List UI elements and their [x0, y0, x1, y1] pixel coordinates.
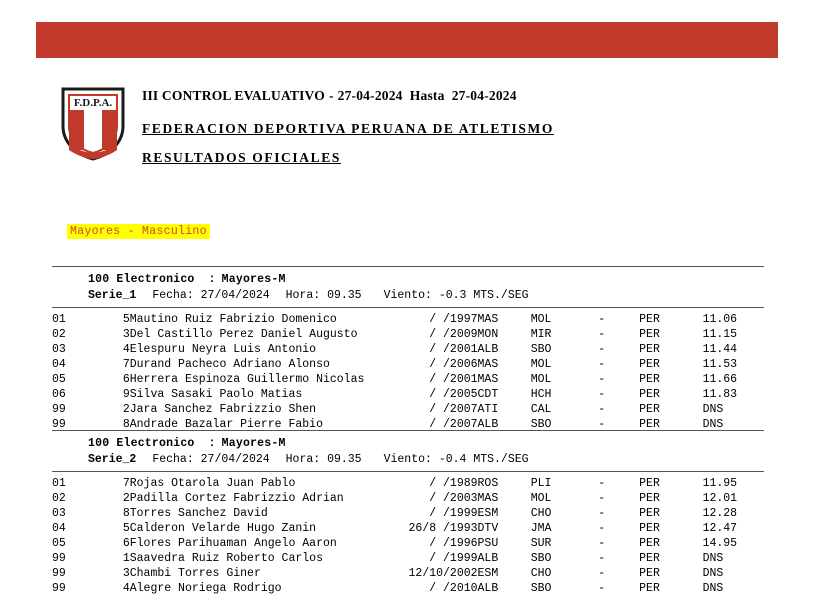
table-row: [52, 476, 764, 491]
row-club-code: CDT: [477, 388, 499, 401]
row-position: 02: [52, 328, 66, 341]
row-position: 99: [52, 567, 66, 580]
row-club-code: MAS: [477, 373, 499, 386]
row-mark: 12.01: [702, 492, 738, 505]
hora-label: Hora:: [285, 289, 321, 302]
row-mark: 11.15: [702, 328, 738, 341]
row-athlete-name: Andrade Bazalar Pierre Fabio: [129, 418, 323, 431]
row-district-code: SBO: [530, 343, 552, 356]
table-row: [52, 566, 764, 581]
title-dash: -: [328, 88, 334, 103]
row-birthdate: / /2003: [429, 492, 478, 505]
row-dash: -: [598, 492, 606, 505]
row-country: PER: [639, 477, 660, 490]
row-district-code: MOL: [530, 358, 552, 371]
results-table-2: [52, 476, 764, 596]
row-club-code: ALB: [477, 552, 499, 565]
event-rule-bottom: [52, 307, 764, 308]
row-birthdate: / /2007: [429, 418, 478, 431]
row-position: 05: [52, 537, 66, 550]
row-club-code: PSU: [477, 537, 499, 550]
event-rule-bottom: [52, 471, 764, 472]
row-district-code: CHO: [530, 507, 552, 520]
row-district-code: CAL: [530, 403, 552, 416]
table-row: [52, 342, 764, 357]
fecha-value: 27/04/2024: [200, 453, 270, 466]
row-country: PER: [639, 492, 660, 505]
table-row: [52, 521, 764, 536]
serie-name: Serie_2: [88, 453, 137, 466]
date-to: 27-04-2024: [451, 88, 517, 103]
row-dash: -: [598, 507, 606, 520]
serie-info: [52, 452, 764, 471]
row-athlete-name: Jara Sanchez Fabrizzio Shen: [129, 403, 317, 416]
row-birthdate: / /1989: [429, 477, 478, 490]
row-club-code: MAS: [477, 358, 499, 371]
row-mark: 11.95: [702, 477, 738, 490]
row-club-code: MAS: [477, 492, 499, 505]
row-athlete-name: Herrera Espinoza Guillermo Nicolas: [129, 373, 365, 386]
row-birthdate: 12/10/2002: [408, 567, 478, 580]
row-district-code: CHO: [530, 567, 552, 580]
event-name: 100 Electronico: [88, 273, 195, 286]
row-dorsal: 3: [122, 567, 130, 580]
row-position: 99: [52, 418, 66, 431]
row-mark: DNS: [702, 552, 724, 565]
row-country: PER: [639, 582, 660, 595]
row-position: 05: [52, 373, 66, 386]
row-dash: -: [598, 418, 606, 431]
row-mark: 14.95: [702, 537, 738, 550]
row-position: 04: [52, 358, 66, 371]
row-athlete-name: Silva Sasaki Paolo Matias: [129, 388, 303, 401]
row-athlete-name: Mautino Ruiz Fabrizio Domenico: [129, 313, 337, 326]
row-athlete-name: Saavedra Ruiz Roberto Carlos: [129, 552, 323, 565]
row-district-code: SBO: [530, 418, 552, 431]
row-mark: 11.53: [702, 358, 738, 371]
federation-name: FEDERACION DEPORTIVA PERUANA DE ATLETISMO: [142, 121, 554, 136]
row-birthdate: / /2005: [429, 388, 478, 401]
table-row: [52, 581, 764, 596]
date-from: 27-04-2024: [337, 88, 403, 103]
table-row: [52, 506, 764, 521]
row-dash: -: [598, 328, 606, 341]
hora-value: 09.35: [327, 453, 362, 466]
serie-name: Serie_1: [88, 289, 137, 302]
row-club-code: ALB: [477, 582, 499, 595]
event-category: Mayores-M: [221, 273, 286, 286]
results-table-1: [52, 312, 764, 432]
row-club-code: ESM: [477, 567, 499, 580]
row-country: PER: [639, 313, 660, 326]
row-district-code: MOL: [530, 313, 552, 326]
row-district-code: JMA: [530, 522, 552, 535]
serie-info: [52, 288, 764, 307]
event-colon: :: [208, 437, 216, 450]
row-position: 04: [52, 522, 66, 535]
row-dorsal: 3: [122, 328, 130, 341]
row-position: 02: [52, 492, 66, 505]
row-country: PER: [639, 522, 660, 535]
row-dorsal: 8: [122, 507, 130, 520]
row-district-code: SBO: [530, 582, 552, 595]
row-club-code: MAS: [477, 313, 499, 326]
row-dorsal: 7: [122, 477, 130, 490]
row-position: 01: [52, 477, 66, 490]
row-district-code: SUR: [530, 537, 552, 550]
row-mark: 11.66: [702, 373, 738, 386]
row-dash: -: [598, 373, 606, 386]
row-district-code: MIR: [530, 328, 552, 341]
row-birthdate: / /2001: [429, 373, 478, 386]
row-birthdate: / /2006: [429, 358, 478, 371]
fecha-label: Fecha:: [152, 289, 194, 302]
row-dorsal: 6: [122, 537, 130, 550]
row-country: PER: [639, 343, 660, 356]
row-dorsal: 2: [122, 492, 130, 505]
row-birthdate: / /1999: [429, 552, 478, 565]
row-country: PER: [639, 507, 660, 520]
hasta-label: Hasta: [409, 88, 445, 103]
results-label: RESULTADOS OFICIALES: [142, 150, 341, 165]
table-row: [52, 312, 764, 327]
row-country: PER: [639, 552, 660, 565]
row-position: 01: [52, 313, 66, 326]
row-country: PER: [639, 373, 660, 386]
row-district-code: MOL: [530, 373, 552, 386]
fdpa-logo: [60, 86, 126, 162]
row-district-code: SBO: [530, 552, 552, 565]
fecha-value: 27/04/2024: [200, 289, 270, 302]
hora-value: 09.35: [327, 289, 362, 302]
document-header: [142, 88, 762, 167]
row-dorsal: 4: [122, 343, 130, 356]
row-club-code: ROS: [477, 477, 499, 490]
event-name: 100 Electronico: [88, 437, 195, 450]
viento-label: Viento:: [383, 453, 432, 466]
row-dorsal: 1: [122, 552, 130, 565]
row-dash: -: [598, 582, 606, 595]
row-position: 03: [52, 507, 66, 520]
row-dash: -: [598, 522, 606, 535]
viento-value: -0.3 MTS./SEG: [438, 289, 529, 302]
row-position: 99: [52, 582, 66, 595]
category-banner: Mayores - Masculino: [67, 224, 210, 239]
row-athlete-name: Del Castillo Perez Daniel Augusto: [129, 328, 358, 341]
row-country: PER: [639, 328, 660, 341]
row-dash: -: [598, 567, 606, 580]
row-club-code: MON: [477, 328, 499, 341]
table-row: [52, 491, 764, 506]
event-heading: [52, 267, 764, 288]
row-position: 06: [52, 388, 66, 401]
row-birthdate: / /1996: [429, 537, 478, 550]
row-athlete-name: Torres Sanchez David: [129, 507, 268, 520]
row-birthdate: / /2007: [429, 403, 478, 416]
row-dorsal: 5: [122, 522, 130, 535]
row-position: 03: [52, 343, 66, 356]
row-club-code: DTV: [477, 522, 499, 535]
row-position: 99: [52, 552, 66, 565]
row-mark: 11.06: [702, 313, 738, 326]
row-mark: 12.28: [702, 507, 738, 520]
row-dash: -: [598, 388, 606, 401]
row-athlete-name: Alegre Noriega Rodrigo: [129, 582, 282, 595]
row-dorsal: 5: [122, 313, 130, 326]
logo-text: F.D.P.A.: [73, 97, 113, 109]
row-mark: 12.47: [702, 522, 738, 535]
row-birthdate: / /2010: [429, 582, 478, 595]
row-dorsal: 6: [122, 373, 130, 386]
hora-label: Hora:: [285, 453, 321, 466]
row-birthdate: / /1999: [429, 507, 478, 520]
row-dorsal: 9: [122, 388, 130, 401]
row-dash: -: [598, 343, 606, 356]
row-club-code: ATI: [477, 403, 499, 416]
table-row: [52, 551, 764, 566]
control-title: III CONTROL EVALUATIVO: [142, 88, 325, 103]
row-district-code: MOL: [530, 492, 552, 505]
event-category: Mayores-M: [221, 437, 286, 450]
row-country: PER: [639, 403, 660, 416]
table-row: [52, 327, 764, 342]
row-dorsal: 4: [122, 582, 130, 595]
row-mark: 11.44: [702, 343, 738, 356]
row-athlete-name: Flores Parihuaman Angelo Aaron: [129, 537, 337, 550]
row-birthdate: / /1997: [429, 313, 478, 326]
top-red-banner: [36, 22, 778, 58]
row-dash: -: [598, 358, 606, 371]
row-mark: DNS: [702, 582, 724, 595]
table-row: [52, 387, 764, 402]
table-row: [52, 372, 764, 387]
row-birthdate: 26/8 /1993: [408, 522, 478, 535]
row-dorsal: 2: [122, 403, 130, 416]
row-club-code: ALB: [477, 343, 499, 356]
row-athlete-name: Rojas Otarola Juan Pablo: [129, 477, 296, 490]
row-mark: DNS: [702, 403, 724, 416]
row-dash: -: [598, 552, 606, 565]
event-block-1: [52, 266, 764, 432]
row-country: PER: [639, 418, 660, 431]
event-heading: [52, 431, 764, 452]
row-birthdate: / /2001: [429, 343, 478, 356]
row-athlete-name: Chambi Torres Giner: [129, 567, 261, 580]
row-dash: -: [598, 403, 606, 416]
row-athlete-name: Durand Pacheco Adriano Alonso: [129, 358, 330, 371]
viento-value: -0.4 MTS./SEG: [438, 453, 529, 466]
row-dash: -: [598, 477, 606, 490]
row-country: PER: [639, 388, 660, 401]
row-district-code: PLI: [530, 477, 552, 490]
row-mark: DNS: [702, 567, 724, 580]
row-athlete-name: Calderon Velarde Hugo Zanin: [129, 522, 317, 535]
row-country: PER: [639, 358, 660, 371]
row-athlete-name: Padilla Cortez Fabrizzio Adrian: [129, 492, 344, 505]
row-district-code: HCH: [530, 388, 552, 401]
row-athlete-name: Elespuru Neyra Luis Antonio: [129, 343, 317, 356]
viento-label: Viento:: [383, 289, 432, 302]
table-row: [52, 536, 764, 551]
event-block-2: [52, 430, 764, 596]
event-colon: :: [208, 273, 216, 286]
row-club-code: ALB: [477, 418, 499, 431]
row-dorsal: 8: [122, 418, 130, 431]
row-birthdate: / /2009: [429, 328, 478, 341]
row-club-code: ESM: [477, 507, 499, 520]
row-dash: -: [598, 537, 606, 550]
fecha-label: Fecha:: [152, 453, 194, 466]
table-row: [52, 402, 764, 417]
row-country: PER: [639, 567, 660, 580]
row-dash: -: [598, 313, 606, 326]
row-mark: 11.83: [702, 388, 738, 401]
row-mark: DNS: [702, 418, 724, 431]
row-country: PER: [639, 537, 660, 550]
control-title-line: [142, 88, 762, 104]
table-row: [52, 357, 764, 372]
row-dorsal: 7: [122, 358, 130, 371]
row-position: 99: [52, 403, 66, 416]
